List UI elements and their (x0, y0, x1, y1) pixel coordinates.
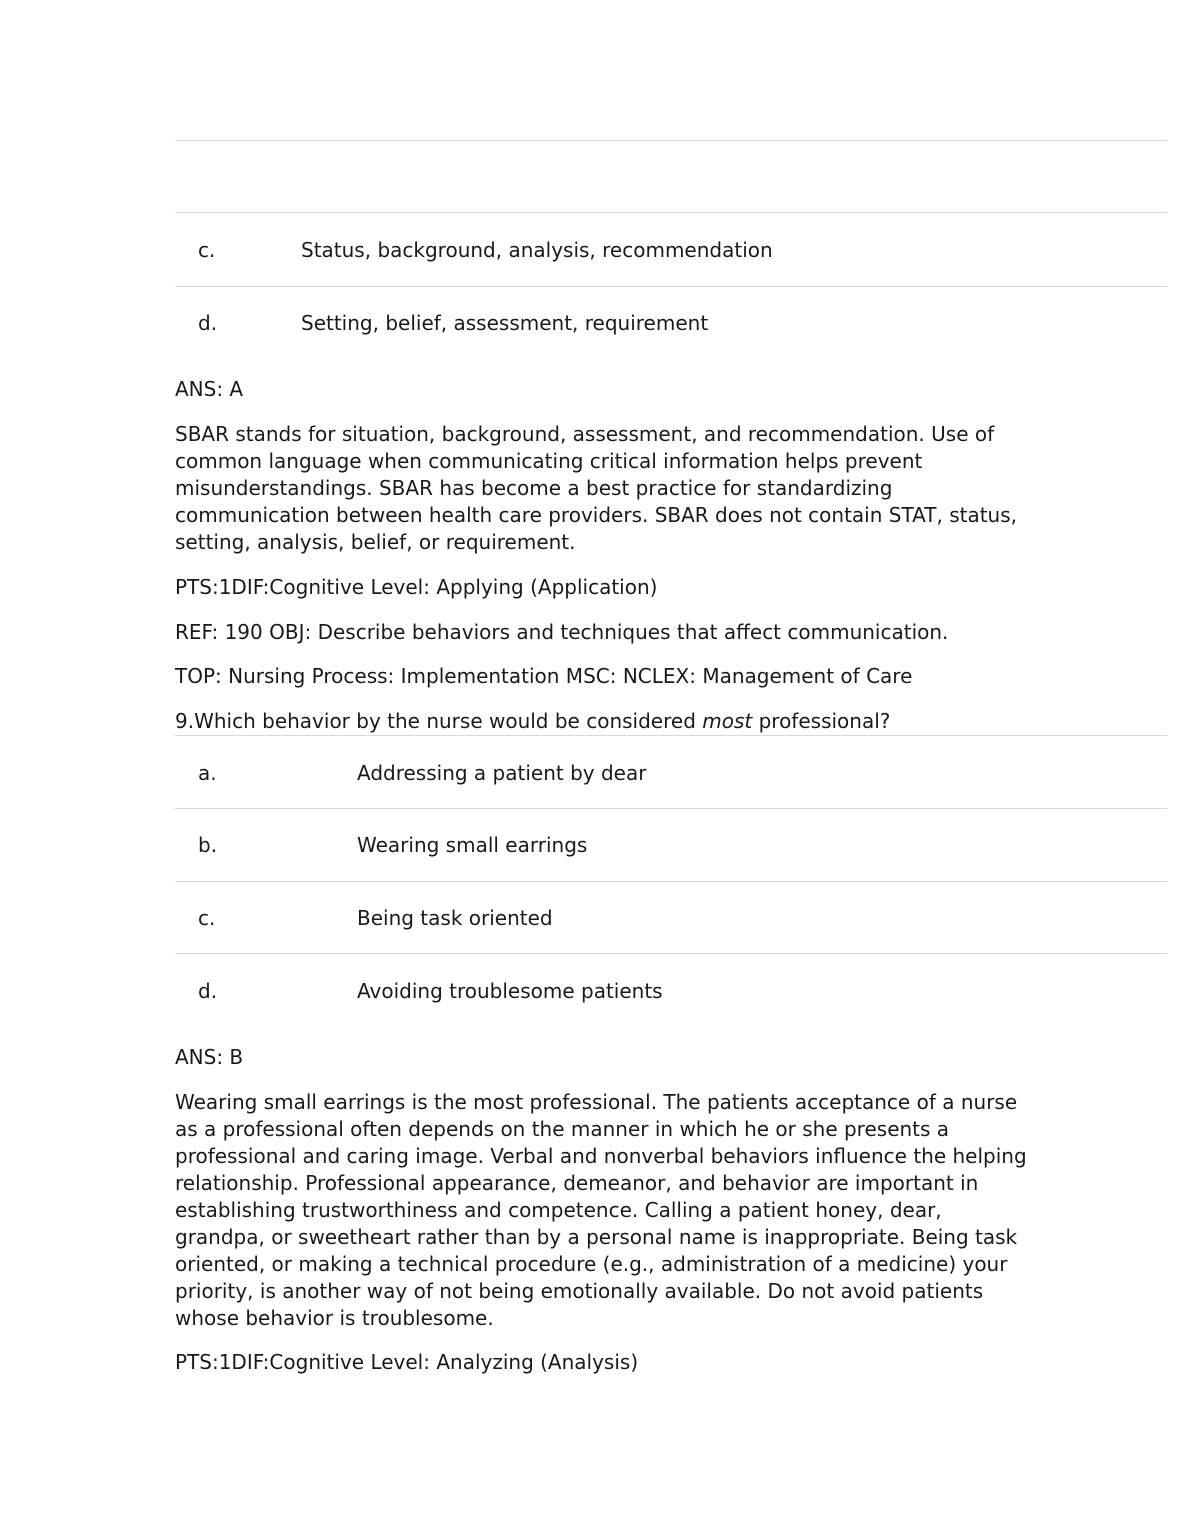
q9-answer: ANS: B (175, 1045, 244, 1069)
option-text: Status, background, analysis, recommendation (301, 238, 773, 262)
q8-answer: ANS: A (175, 377, 244, 401)
q8-option-c (175, 213, 1167, 285)
q8-rationale: SBAR stands for situation, background, assessment, and recommendation. Use of common language when communicating critical information helps prevent misunderstandings. SBAR has become a best practice for standardizing communication between health care providers. SBAR does not contain STAT, status, setting, analysis, belief, or requirement. (175, 422, 1018, 554)
q9-stem-before: 9.Which behavior by the nurse would be considered (175, 709, 703, 733)
option-text: Wearing small earrings (357, 833, 588, 857)
q8-ref: REF: 190 OBJ: Describe behaviors and techniques that affect communication. (175, 620, 949, 644)
option-letter: d. (198, 979, 218, 1003)
option-text: Being task oriented (357, 906, 553, 930)
q8-option-d (175, 286, 1167, 358)
option-letter: a. (198, 761, 217, 785)
q9-stem-after: professional? (752, 709, 891, 733)
option-text: Addressing a patient by dear (357, 761, 647, 785)
option-letter: c. (198, 238, 216, 262)
q8-pts: PTS:1DIF:Cognitive Level: Applying (Application) (175, 575, 658, 599)
option-letter: c. (198, 906, 216, 930)
option-letter: d. (198, 311, 218, 335)
q9-pts: PTS:1DIF:Cognitive Level: Analyzing (Analysis) (175, 1350, 639, 1374)
option-letter: b. (198, 833, 218, 857)
q9-rationale: Wearing small earrings is the most professional. The patients acceptance of a nurse as a professional often depends on the manner in which he or she presents a professional and caring image. Verbal and nonverbal behaviors influence the helping relationship. Professional appearance, demeanor, and behavior are important in establishing trustworthiness and competence. Calling a patient honey, dear, grandpa, or sweetheart rather than by a personal name is inappropriate. Being task oriented, or making a technical procedure (e.g., administration of a medicine) your priority, is another way of not being emotionally available. Do not avoid patients whose behavior is troublesome. (175, 1090, 1027, 1330)
q9-stem (175, 708, 890, 735)
q9-option-a (175, 736, 1167, 808)
option-text: Setting, belief, assessment, requirement (301, 311, 709, 335)
q9-option-b (175, 808, 1167, 880)
q8-top: TOP: Nursing Process: Implementation MSC: NCLEX: Management of Care (175, 664, 913, 688)
option-text: Avoiding troublesome patients (357, 979, 663, 1003)
q9-option-d (175, 954, 1167, 1026)
q9-stem-emphasis: most (702, 709, 753, 733)
table-divider (175, 140, 1167, 141)
q9-option-c (175, 881, 1167, 953)
